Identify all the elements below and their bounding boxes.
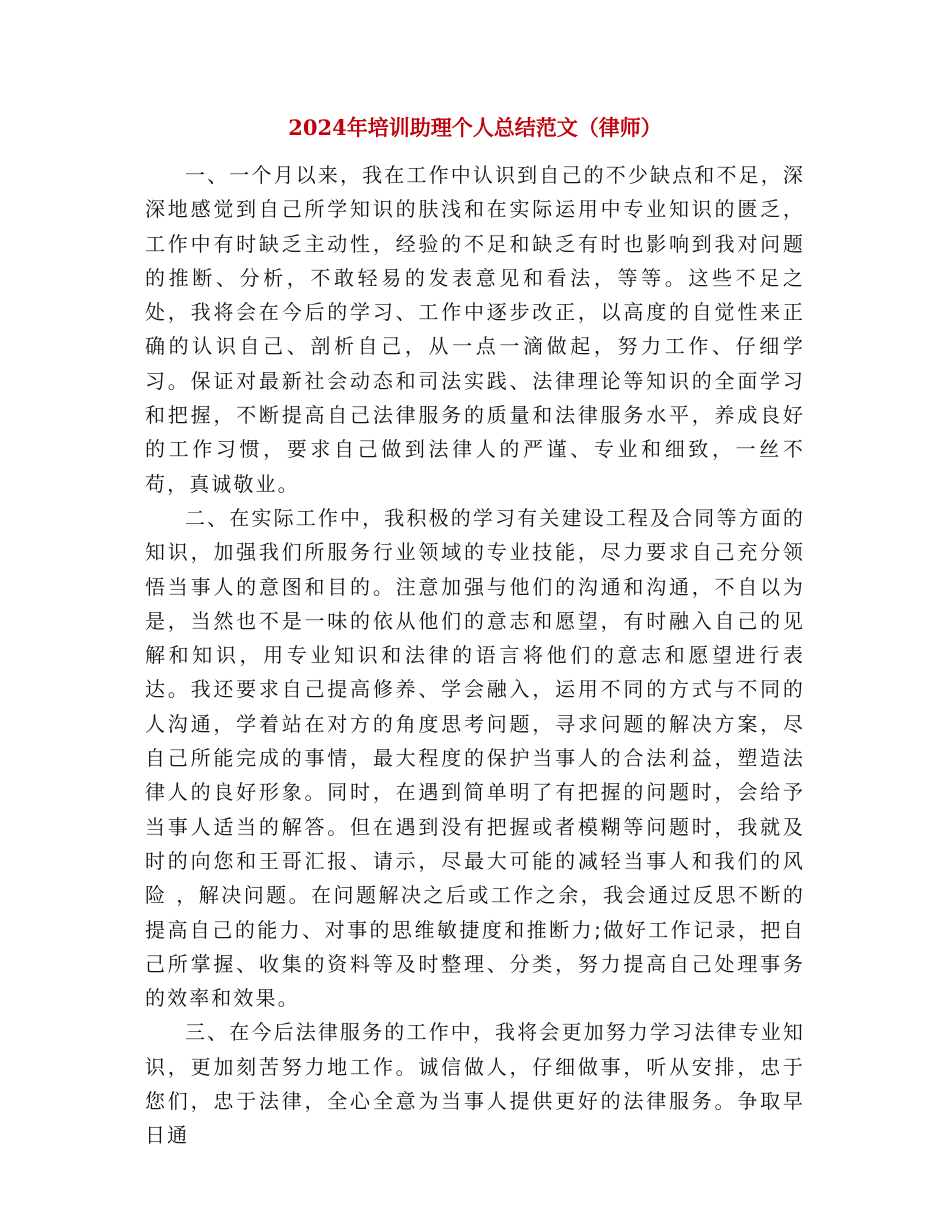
paragraph-3: 三、在今后法律服务的工作中，我将会更加努力学习法律专业知识，更加刻苦努力地工作。诚信做人，仔细做事，听从安排，忠于您们，忠于法律，全心全意为当事人提供更好的法律服务。争取早日通 bbox=[145, 1020, 805, 1148]
document-title: 2024年培训助理个人总结范文（律师） bbox=[288, 115, 662, 140]
paragraph-1: 一、一个月以来，我在工作中认识到自己的不少缺点和不足，深深地感觉到自己所学知识的肤浅和在实际运用中专业知识的匮乏，工作中有时缺乏主动性，经验的不足和缺乏有时也影响到我对问题的推断、分析，不敢轻易的发表意见和看法，等等。这些不足之处，我将会在今后的学习、工作中逐步改正，以高度的自觉性来正确的认识自己、剖析自己，从一点一滴做起，努力工作、仔细学习。保证对最新社会动态和司法实践、法律理论等知识的全面学习和把握，不断提高自己法律服务的质量和法律服务水平，养成良好的工作习惯，要求自己做到法律人的严谨、专业和细致，一丝不苟，真诚敬业。 bbox=[145, 163, 805, 496]
document-body bbox=[145, 158, 805, 1153]
paragraph-2: 二、在实际工作中，我积极的学习有关建设工程及合同等方面的知识，加强我们所服务行业领域的专业技能，尽力要求自己充分领悟当事人的意图和目的。注意加强与他们的沟通和沟通，不自以为是，当然也不是一味的依从他们的意志和愿望，有时融入自己的见解和知识，用专业知识和法律的语言将他们的意志和愿望进行表达。我还要求自己提高修养、学会融入，运用不同的方式与不同的人沟通，学着站在对方的角度思考问题，寻求问题的解决方案，尽自己所能完成的事情，最大程度的保护当事人的合法利益，塑造法律人的良好形象。同时，在遇到简单明了有把握的问题时，会给予当事人适当的解答。但在遇到没有把握或者模糊等问题时，我就及时的向您和王哥汇报、请示，尽最大可能的减轻当事人和我们的风险 ，解决问题。在问题解决之后或工作之余，我会通过反思不断的提高自己的能力、对事的思维敏捷度和推断力;做好工作记录，把自己所掌握、收集的资料等及时整理、分类，努力提高自己处理事务的效率和效果。 bbox=[145, 505, 805, 1011]
